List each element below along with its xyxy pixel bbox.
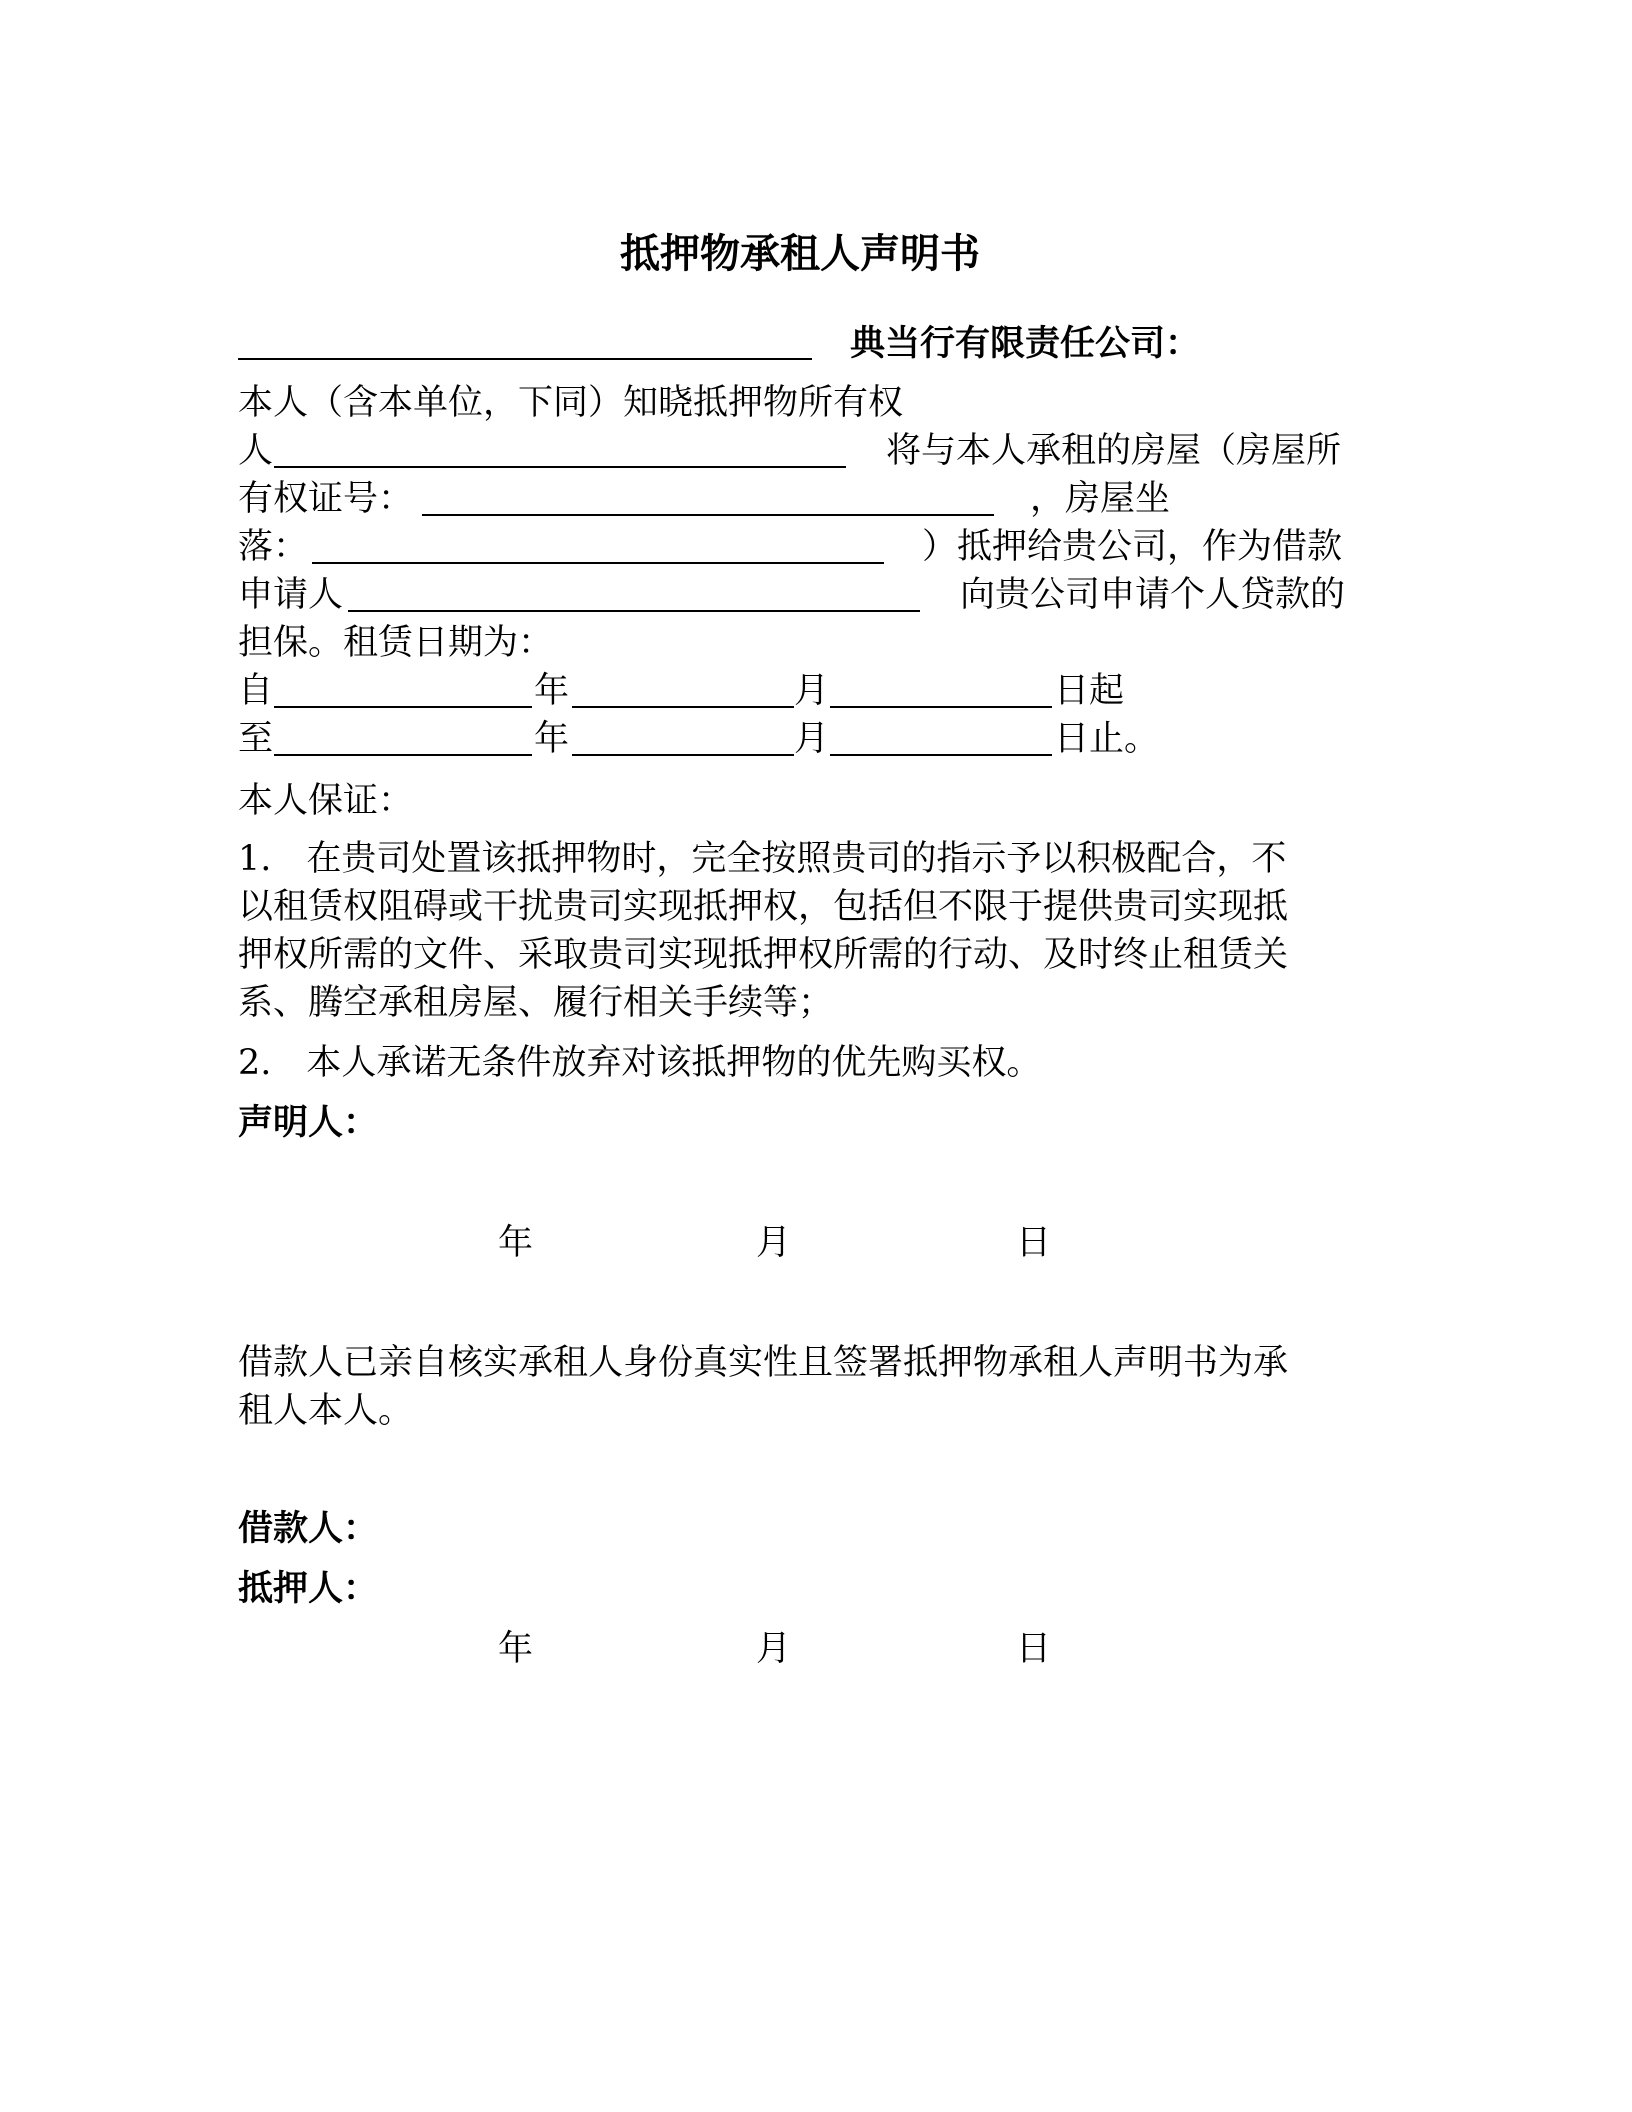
company-name-blank[interactable] <box>238 358 812 360</box>
cert-number-blank[interactable] <box>422 514 994 516</box>
borrower-label: 借款人： <box>238 1509 379 1549</box>
location-suffix: ）抵押给贵公司，作为借款 <box>922 527 1343 567</box>
item-1-line-2: 以租赁权阻碍或干扰贵司实现抵押权，包括但不限于提供贵司实现抵 <box>238 887 1289 927</box>
date2-year: 年 <box>498 1629 534 1669</box>
date1-month: 月 <box>756 1223 792 1263</box>
location-prefix: 落： <box>238 527 309 567</box>
item-1-line-4: 系、腾空承租房屋、履行相关手续等； <box>238 983 834 1023</box>
location-blank[interactable] <box>312 562 884 564</box>
lease-to-month-label: 月 <box>794 719 830 759</box>
applicant-suffix: 向贵公司申请个人贷款的 <box>960 575 1346 615</box>
date2-day: 日 <box>1016 1629 1052 1669</box>
applicant-blank[interactable] <box>348 610 920 612</box>
lease-to-month-blank[interactable] <box>572 754 794 756</box>
addressee-suffix: 典当行有限责任公司： <box>850 324 1201 364</box>
lease-to-year-label: 年 <box>534 719 570 759</box>
date2-month: 月 <box>756 1629 792 1669</box>
lease-from-day-blank[interactable] <box>830 706 1052 708</box>
lease-from-label: 自 <box>238 671 274 711</box>
borrower-statement-line-2: 租人本人。 <box>238 1391 414 1431</box>
lease-from-year-blank[interactable] <box>274 706 532 708</box>
date1-day: 日 <box>1016 1223 1052 1263</box>
lease-from-year-label: 年 <box>534 671 570 711</box>
item-1-line-1: 1. 在贵司处置该抵押物时，完全按照贵司的指示予以积极配合，不 <box>238 839 1287 879</box>
owner-suffix: 将与本人承租的房屋（房屋所 <box>886 431 1342 471</box>
lease-from-day-label: 日起 <box>1054 671 1125 711</box>
date1-year: 年 <box>498 1223 534 1263</box>
applicant-prefix: 申请人 <box>238 575 344 615</box>
lease-to-year-blank[interactable] <box>274 754 532 756</box>
cert-suffix: ，房屋坐 <box>1030 479 1171 519</box>
item-2-line-1: 2. 本人承诺无条件放弃对该抵押物的优先购买权。 <box>238 1043 1042 1083</box>
borrower-statement-line-1: 借款人已亲自核实承租人身份真实性且签署抵押物承租人声明书为承 <box>238 1343 1289 1383</box>
owner-prefix: 人 <box>238 431 274 471</box>
lease-date-intro: 担保。租赁日期为： <box>238 623 554 663</box>
lease-to-label: 至 <box>238 719 274 759</box>
lease-from-month-label: 月 <box>794 671 830 711</box>
lease-to-day-label: 日止。 <box>1054 719 1160 759</box>
owner-blank[interactable] <box>274 466 846 468</box>
cert-prefix: 有权证号： <box>238 479 414 519</box>
guarantee-heading: 本人保证： <box>238 781 414 821</box>
declarant-label: 声明人： <box>238 1103 379 1143</box>
para1-line1: 本人（含本单位，下同）知晓抵押物所有权 <box>238 383 904 423</box>
mortgagor-label: 抵押人： <box>238 1569 379 1609</box>
item-1-line-3: 押权所需的文件、采取贵司实现抵押权所需的行动、及时终止租赁关 <box>238 935 1289 975</box>
lease-from-month-blank[interactable] <box>572 706 794 708</box>
document-title: 抵押物承租人声明书 <box>620 231 980 277</box>
lease-to-day-blank[interactable] <box>830 754 1052 756</box>
